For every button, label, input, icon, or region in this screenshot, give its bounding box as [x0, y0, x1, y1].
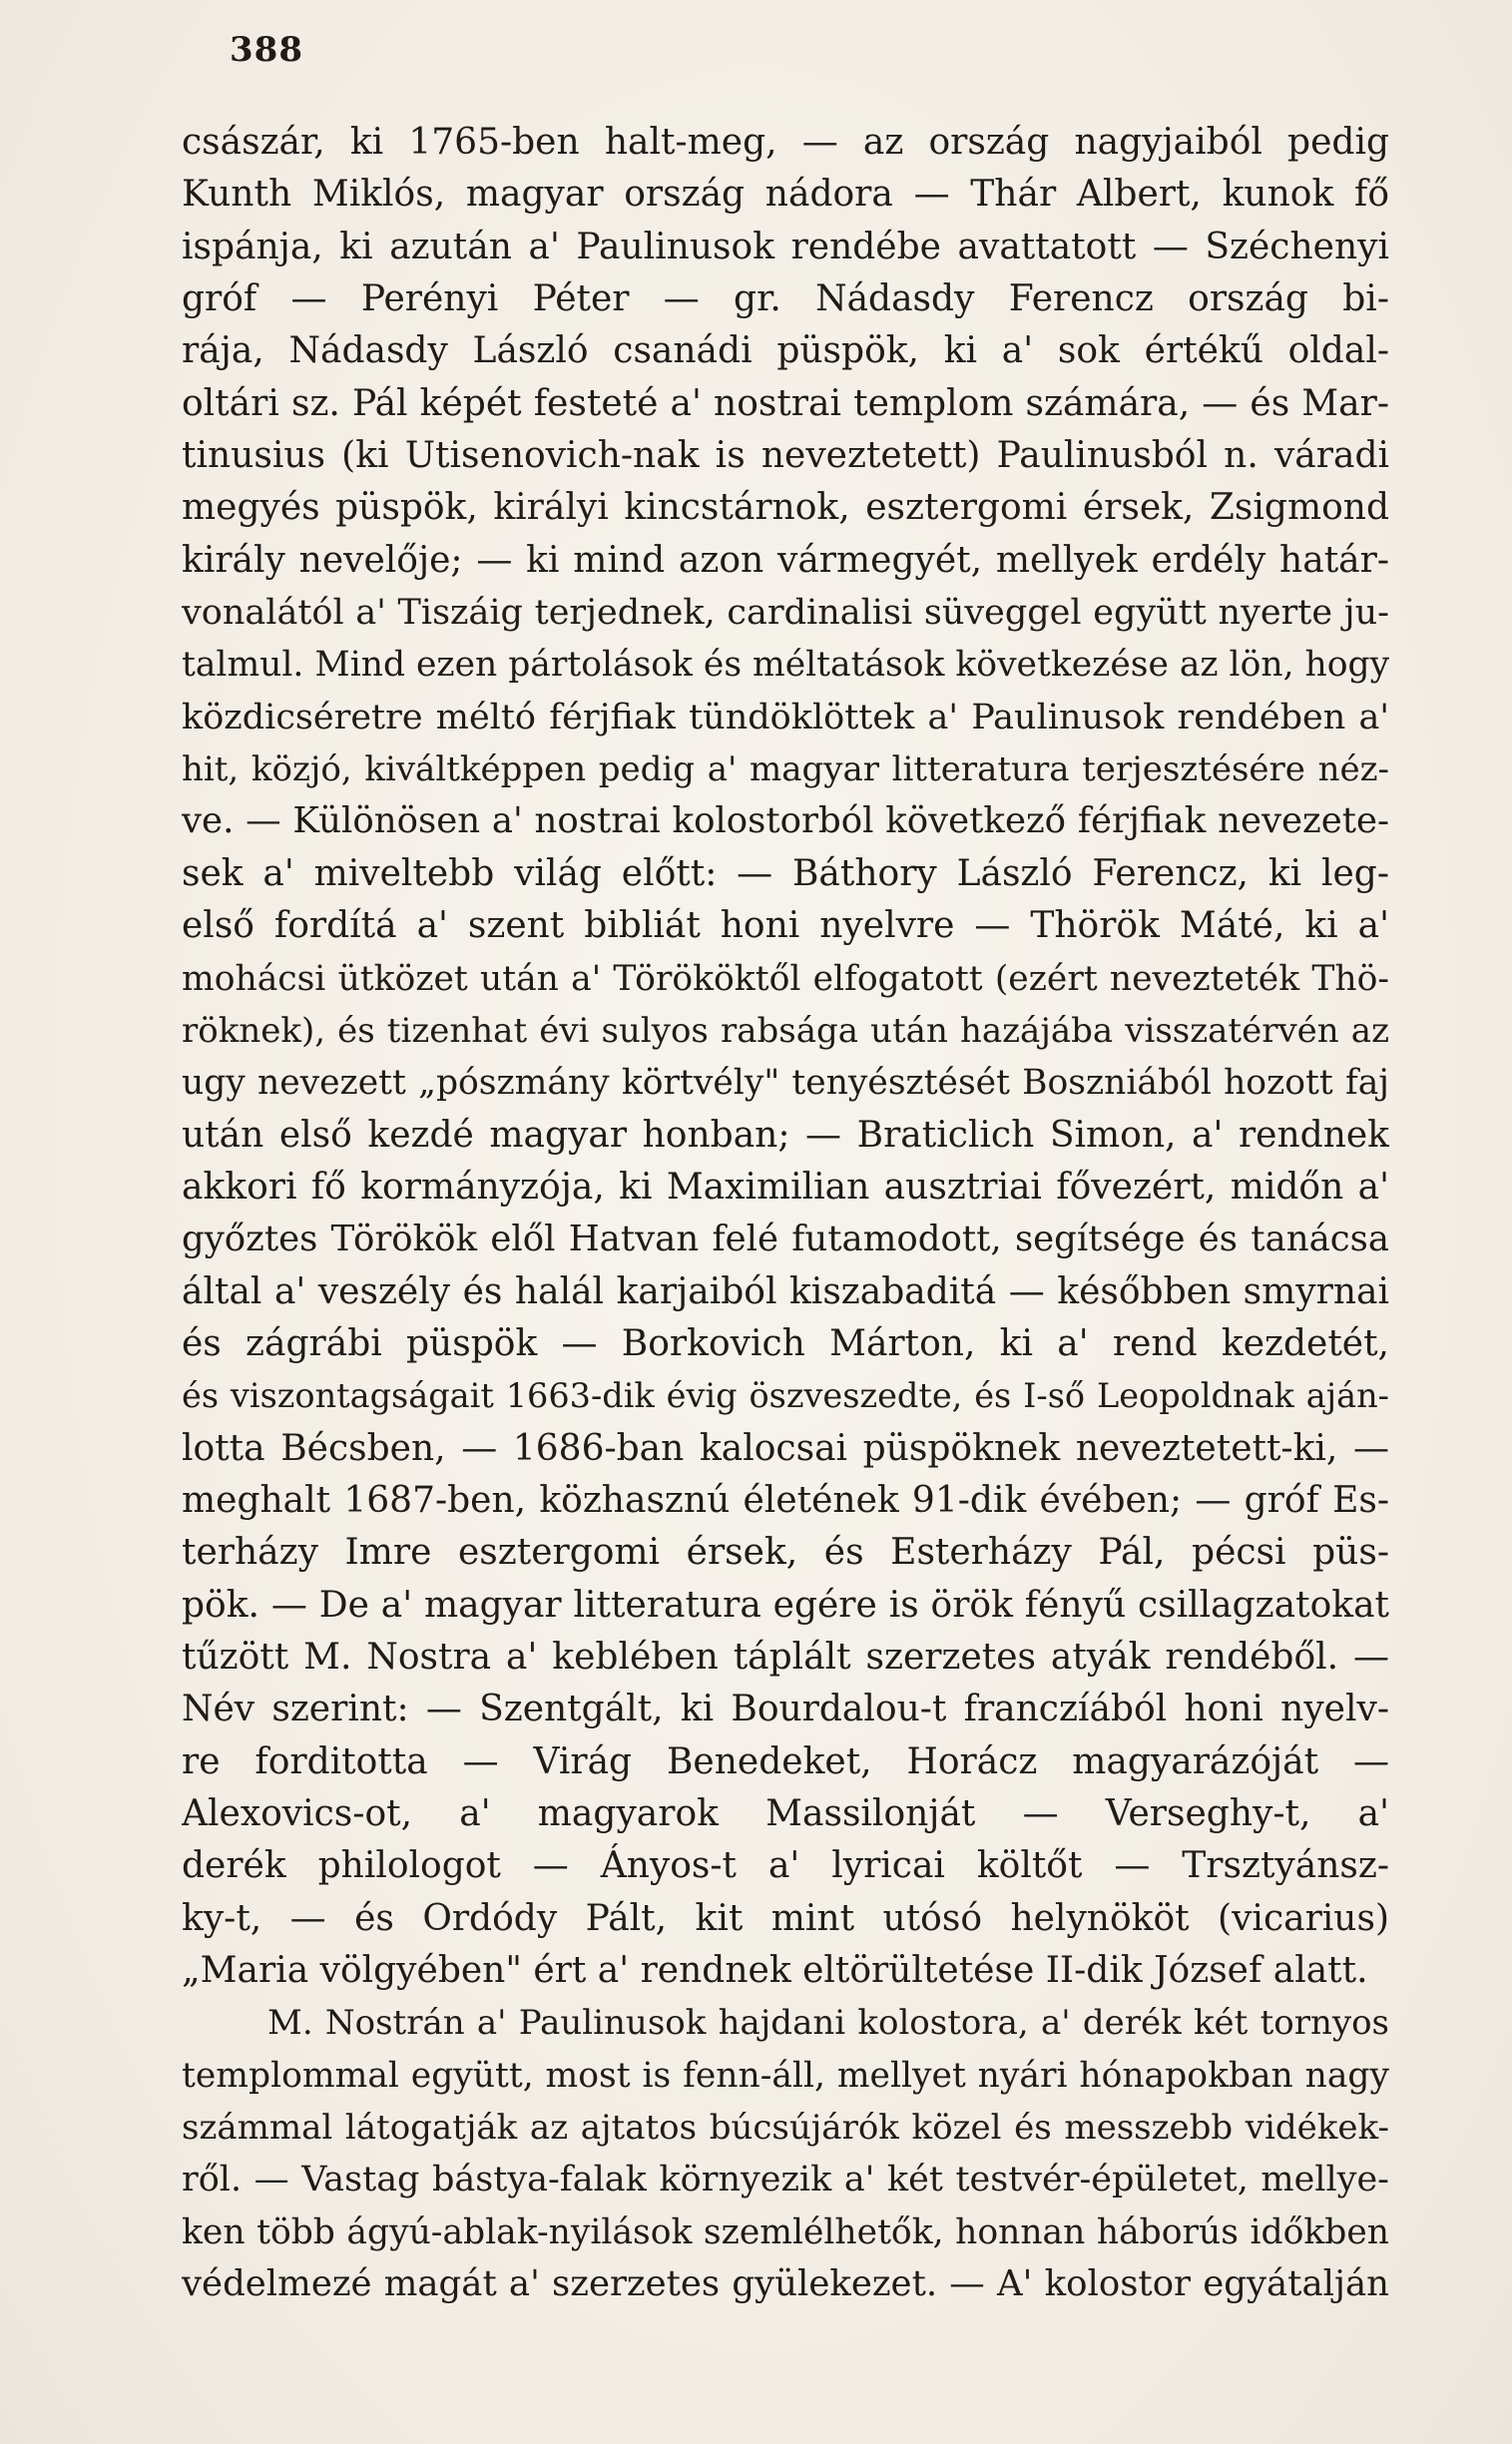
text-line: mohácsi ütközet után a' Törököktől elfogatott (ezért nevezteték Thö- — [182, 958, 1389, 999]
text-line: Név szerint: — Szentgált, ki Bourdalou-t franczíából honi nyelv- — [182, 1689, 1389, 1730]
text-line: meghalt 1687-ben, közhasznú életének 91-dik évében; — gróf Es- — [182, 1479, 1389, 1521]
text-line: ken több ágyú-ablak-nyilások szemlélhetők, honnan háborús időkben — [182, 2211, 1389, 2252]
text-line: rája, Nádasdy László csanádi püspök, ki a' sok értékű oldal- — [182, 330, 1389, 372]
text-line: által a' veszély és halál karjaiból kiszabaditá — későbben smyrnai — [182, 1270, 1389, 1312]
text-line: tűzött M. Nostra a' keblében táplált szerzetes atyák rendéből. — — [182, 1636, 1389, 1678]
text-line: gróf — Perényi Péter — gr. Nádasdy Ferencz ország bi- — [182, 278, 1389, 320]
text-line: akkori fő kormányzója, ki Maximilian ausztriai fővezért, midőn a' — [182, 1166, 1389, 1208]
text-line: Kunth Miklós, magyar ország nádora — Thár Albert, kunok fő — [182, 174, 1389, 216]
text-line: derék philologot — Ányos-t a' lyricai költőt — Trsztyánsz- — [182, 1845, 1389, 1887]
text-line: közdicséretre méltó férjfiak tündöklöttek a' Paulinusok rendében a' — [182, 697, 1389, 737]
text-line: sek a' miveltebb világ előtt: — Báthory László Ferencz, ki leg- — [182, 852, 1389, 894]
text-line: talmul. Mind ezen pártolások és méltatások következése az lön, hogy — [182, 645, 1389, 686]
text-line: és zágrábi püspök — Borkovich Márton, ki a' rend kezdetét, — [182, 1322, 1389, 1364]
text-line: M. Nostrán a' Paulinusok hajdani kolostora, a' derék két tornyos — [267, 2003, 1389, 2044]
text-line: ky-t, — és Ordódy Pált, kit mint utósó helynököt (vicarius) — [182, 1897, 1389, 1939]
text-line: terházy Imre esztergomi érsek, és Esterházy Pál, pécsi püs- — [182, 1532, 1389, 1574]
text-line: ugy nevezett „pószmány körtvély" tenyésztését Boszniából hozott faj — [182, 1063, 1389, 1104]
text-line: re forditotta — Virág Benedeket, Horácz magyarázóját — — [182, 1740, 1389, 1782]
text-line: lotta Bécsben, — 1686-ban kalocsai püspöknek neveztetett-ki, — — [182, 1427, 1389, 1469]
text-line: ve. — Különösen a' nostrai kolostorból következő férjfiak nevezete- — [182, 800, 1389, 842]
text-line: császár, ki 1765-ben halt-meg, — az ország nagyjaiból pedig — [182, 122, 1389, 163]
body-text — [182, 117, 1389, 2310]
text-line: és viszontagságait 1663-dik évig öszveszedte, és I-ső Leopoldnak aján- — [182, 1376, 1389, 1416]
text-line: védelmezé magát a' szerzetes gyülekezet. — A' kolostor egyátalján — [182, 2263, 1389, 2305]
text-line: hit, közjó, kiváltképpen pedig a' magyar litteratura terjesztésére néz- — [182, 749, 1389, 790]
text-line: győztes Törökök elől Hatvan felé futamodott, segítsége és tanácsa — [182, 1219, 1389, 1260]
text-line: tinusius (ki Utisenovich-nak is neveztetett) Paulinusból n. váradi — [182, 435, 1389, 477]
text-line: első fordítá a' szent bibliát honi nyelvre — Thörök Máté, ki a' — [182, 905, 1389, 947]
text-line: után első kezdé magyar honban; — Braticlich Simon, a' rendnek — [182, 1114, 1389, 1156]
text-line: ről. — Vastag bástya-falak környezik a' két testvér-épületet, mellye- — [182, 2160, 1389, 2200]
text-line: vonalától a' Tiszáig terjednek, cardinalisi süveggel együtt nyerte ju- — [182, 593, 1389, 634]
text-line: ispánja, ki azután a' Paulinusok rendébe avattatott — Széchenyi — [182, 226, 1389, 267]
text-line: király nevelője; — ki mind azon vármegyét, mellyek erdély határ- — [182, 539, 1389, 581]
text-line: megyés püspök, királyi kincstárnok, esztergomi érsek, Zsigmond — [182, 487, 1389, 529]
text-line: „Maria völgyében" ért a' rendnek eltörültetése II-dik József alatt. — [182, 1950, 1368, 1992]
text-line: számmal látogatják az ajtatos búcsújárók közel és messzebb vidékek- — [182, 2108, 1389, 2149]
text-line: oltári sz. Pál képét festeté a' nostrai templom számára, — és Mar- — [182, 382, 1389, 424]
text-line: pök. — De a' magyar litteratura egére is örök fényű csillagzatokat — [182, 1584, 1389, 1626]
page-number: 388 — [230, 30, 303, 70]
text-line: röknek), és tizenhat évi sulyos rabsága után hazájába visszatérvén az — [182, 1010, 1389, 1051]
text-line: templommal együtt, most is fenn-áll, mellyet nyári hónapokban nagy — [182, 2055, 1389, 2096]
text-line: Alexovics-ot, a' magyarok Massilonját — Verseghy-t, a' — [182, 1793, 1389, 1834]
